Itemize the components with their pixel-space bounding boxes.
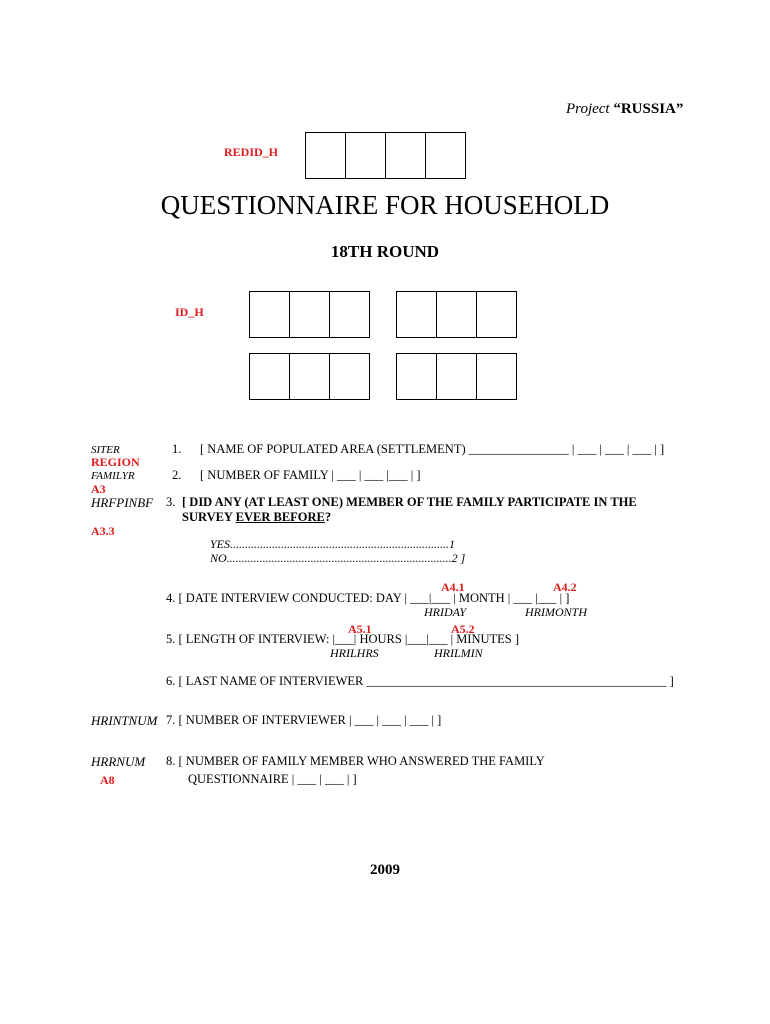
- q3-no-option[interactable]: NO...........................................................................2 ]: [210, 551, 466, 565]
- hrilhrs-var: HRILHRS: [330, 646, 379, 660]
- id-box[interactable]: [329, 353, 370, 400]
- id-box[interactable]: [436, 353, 477, 400]
- id-box[interactable]: [289, 291, 330, 338]
- q8-line2: QUESTIONNAIRE | ___ | ___ | ]: [188, 772, 357, 786]
- id-box[interactable]: [289, 353, 330, 400]
- a51-label: A5.1: [348, 622, 372, 636]
- q3-number: 3.: [166, 495, 176, 509]
- q1-number: 1.: [172, 442, 182, 456]
- id-box[interactable]: [476, 291, 517, 338]
- project-prefix: Project: [566, 101, 610, 117]
- q3-line2-post: ?: [324, 510, 332, 524]
- q3-line2: [182, 510, 331, 525]
- a41-label: A4.1: [441, 580, 465, 594]
- round-number: 18: [330, 242, 348, 261]
- hrrnum-label: HRRNUM: [91, 754, 146, 769]
- redid-box[interactable]: [425, 132, 466, 179]
- document-year: 2009: [370, 862, 400, 878]
- q3-line2-emphasis: EVER BEFORE: [235, 510, 325, 524]
- hrintnum-label: HRINTNUM: [91, 713, 158, 728]
- id-box[interactable]: [396, 291, 437, 338]
- id-boxes-bottom-right[interactable]: [397, 353, 517, 400]
- q8-line1: 8. [ NUMBER OF FAMILY MEMBER WHO ANSWERED THE FAMILY: [166, 754, 545, 768]
- project-header: [566, 101, 683, 118]
- redid-box[interactable]: [385, 132, 426, 179]
- round-title: [0, 242, 770, 262]
- familyr-label: FAMILYR: [91, 470, 135, 482]
- hrimonth-var: HRIMONTH: [525, 605, 587, 619]
- q6-text: 6. [ LAST NAME OF INTERVIEWER ________________________________________________ ]: [166, 674, 674, 688]
- id-boxes-bottom-left[interactable]: [250, 353, 370, 400]
- q3-line1: [ DID ANY (AT LEAST ONE) MEMBER OF THE FAMILY PARTICIPATE IN THE: [182, 495, 637, 509]
- redid-box[interactable]: [305, 132, 346, 179]
- q3-yes-option[interactable]: YES.........................................................................1: [210, 537, 456, 551]
- q2-number: 2.: [172, 468, 182, 482]
- redid-label: REDID_H: [224, 145, 279, 159]
- id-box[interactable]: [476, 353, 517, 400]
- id-label: ID_H: [175, 305, 204, 319]
- q2-text: [ NUMBER OF FAMILY | ___ | ___ |___ | ]: [200, 468, 421, 482]
- siter-label: SITER: [91, 444, 120, 456]
- q5-text: 5. [ LENGTH OF INTERVIEW: |___| HOURS |___|___ | MINUTES ]: [166, 632, 520, 646]
- a52-label: A5.2: [451, 622, 475, 636]
- id-box[interactable]: [436, 291, 477, 338]
- hrfpinbf-label: HRFPINBF: [91, 495, 154, 510]
- a8-label: A8: [100, 773, 115, 787]
- redid-boxes[interactable]: [306, 132, 466, 179]
- id-box[interactable]: [329, 291, 370, 338]
- a42-label: A4.2: [553, 580, 577, 594]
- id-box[interactable]: [249, 353, 290, 400]
- id-boxes-top-left[interactable]: [250, 291, 370, 338]
- q7-text: 7. [ NUMBER OF INTERVIEWER | ___ | ___ | ___ | ]: [166, 713, 442, 727]
- round-text: TH ROUND: [347, 242, 440, 261]
- hriday-var: HRIDAY: [424, 605, 466, 619]
- redid-box[interactable]: [345, 132, 386, 179]
- project-name: “RUSSIA”: [613, 101, 684, 117]
- a3-label: A3: [91, 482, 106, 496]
- id-box[interactable]: [396, 353, 437, 400]
- q3-line2-pre: SURVEY: [182, 510, 236, 524]
- q4-text: 4. [ DATE INTERVIEW CONDUCTED: DAY | ___|___ | MONTH | ___ |___ | ]: [166, 591, 570, 605]
- id-box[interactable]: [249, 291, 290, 338]
- region-label: REGION: [91, 455, 140, 469]
- id-boxes-top-right[interactable]: [397, 291, 517, 338]
- document-title: QUESTIONNAIRE FOR HOUSEHOLD: [160, 190, 610, 220]
- q1-text: [ NAME OF POPULATED AREA (SETTLEMENT) ________________ | ___ | ___ | ___ | ]: [200, 442, 665, 456]
- hrilmin-var: HRILMIN: [434, 646, 483, 660]
- a33-label: A3.3: [91, 524, 115, 538]
